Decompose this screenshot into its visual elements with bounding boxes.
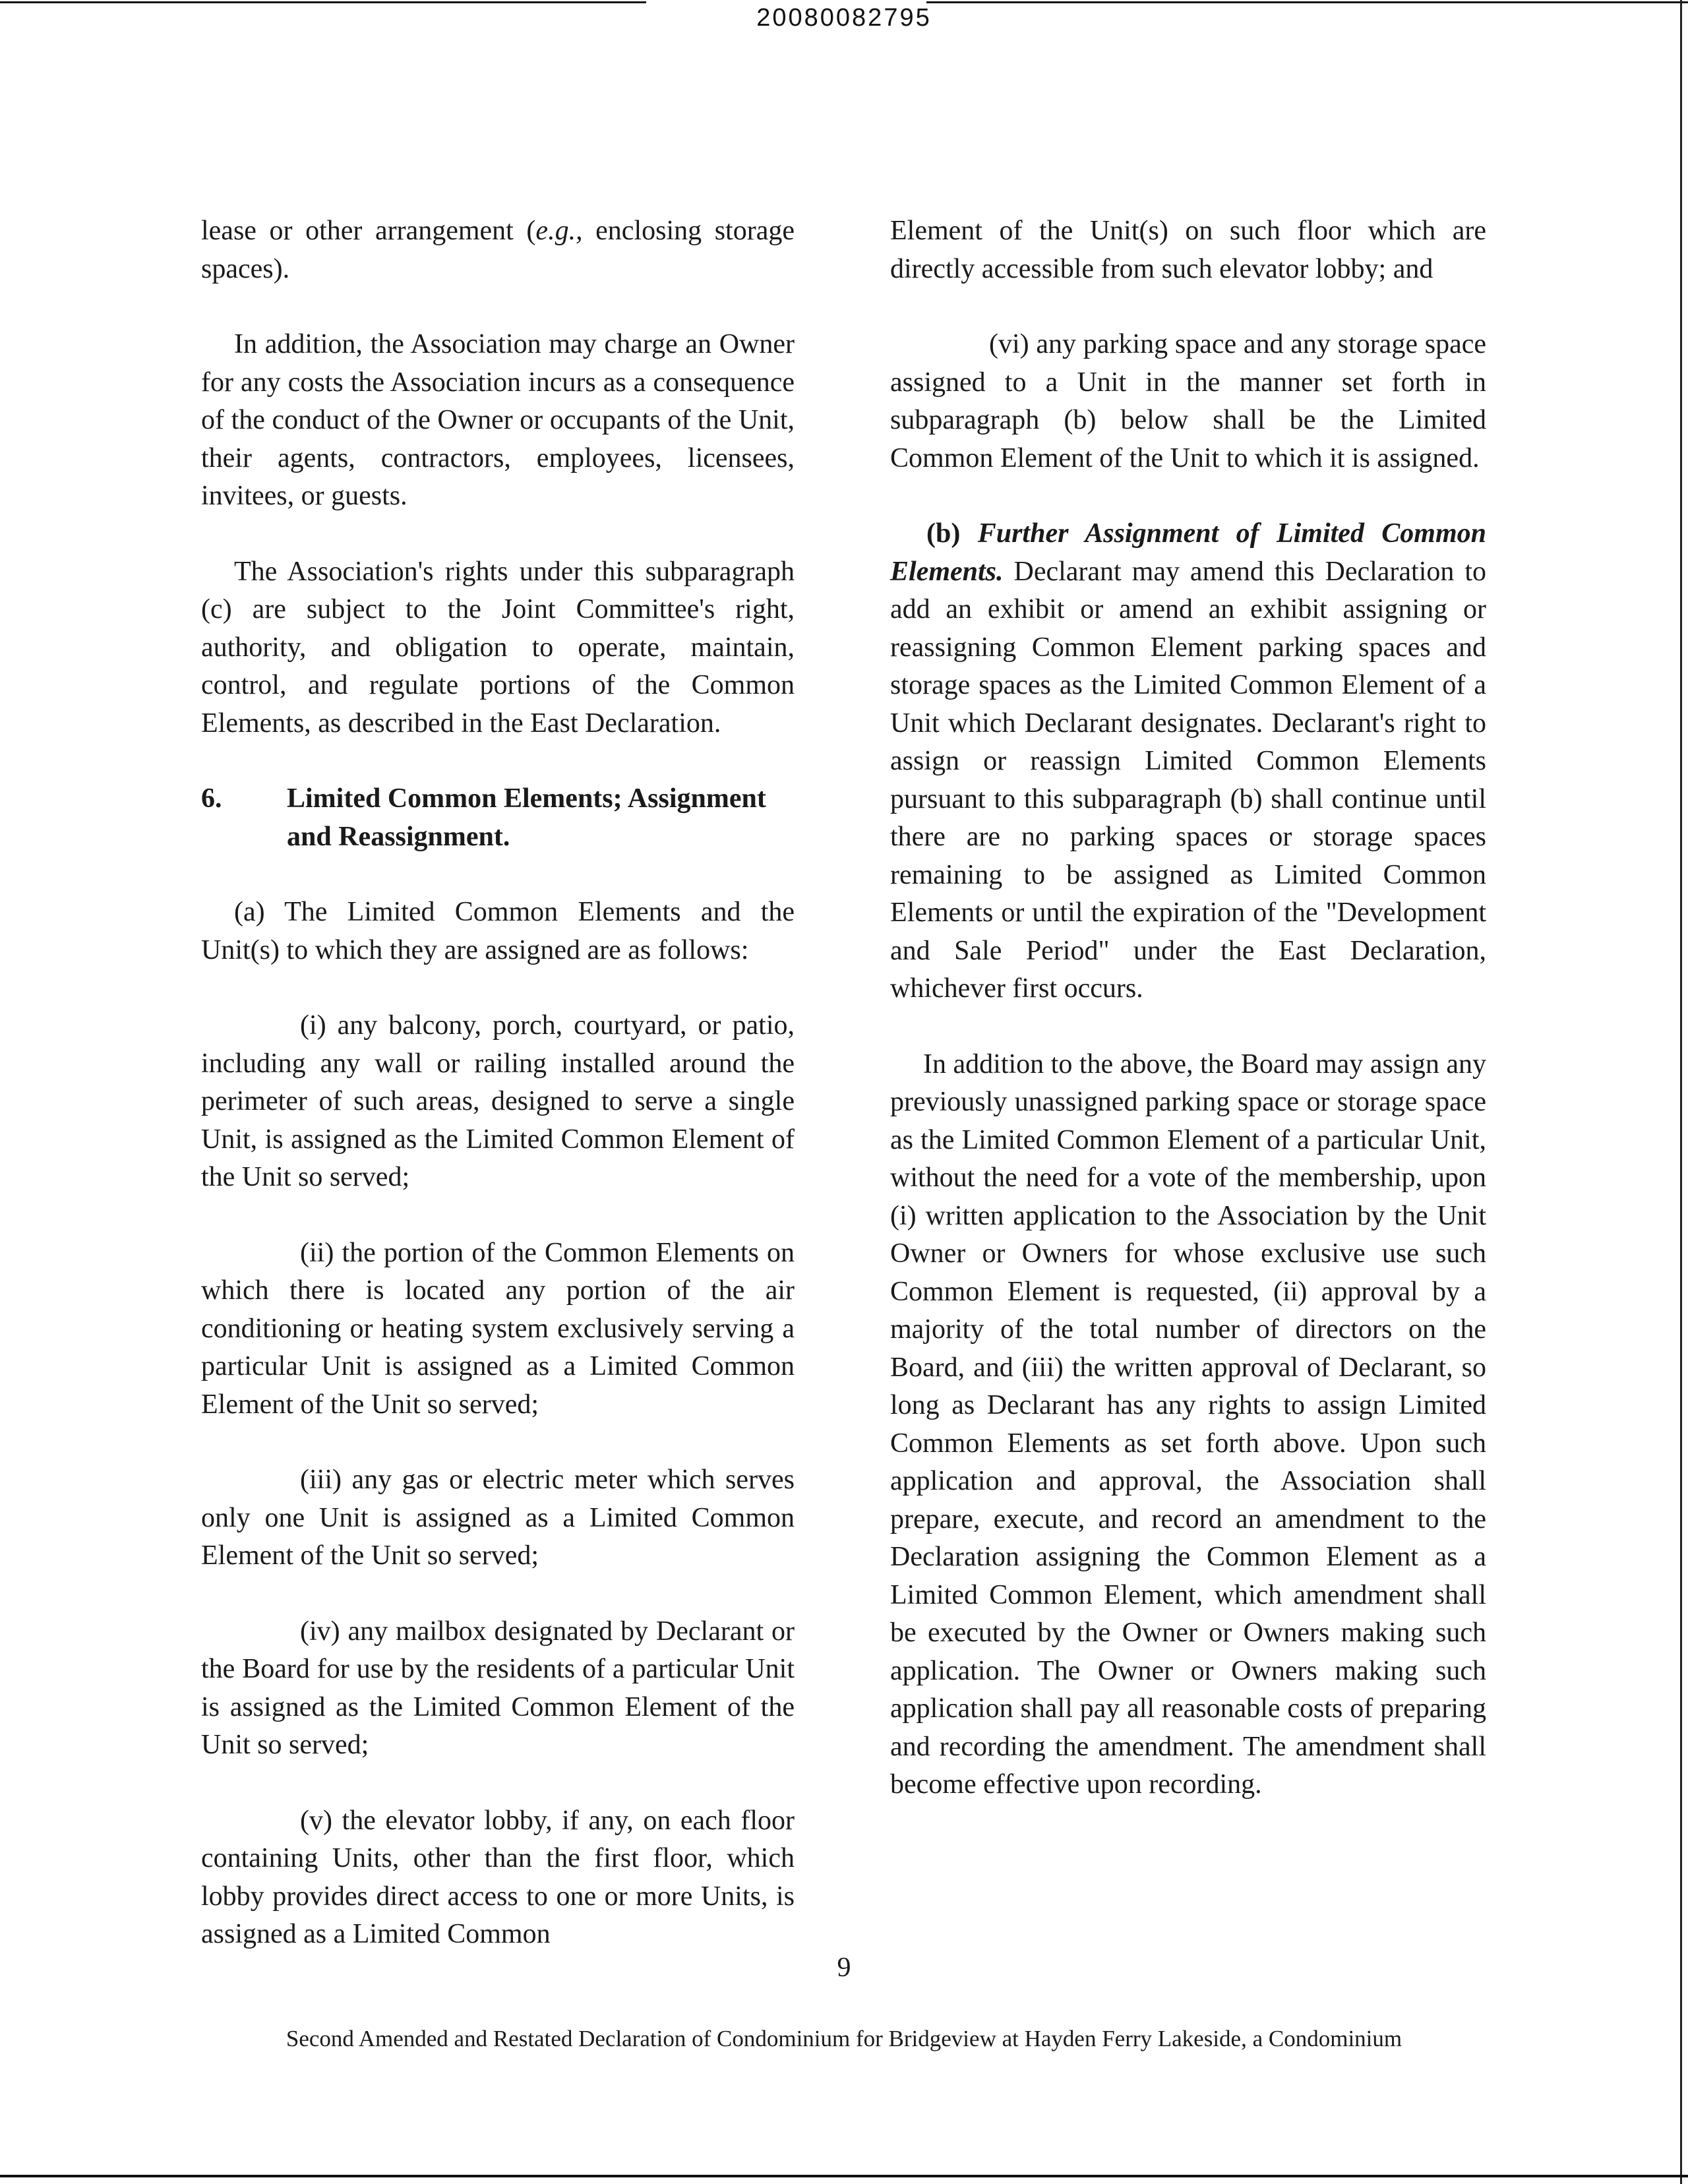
item-iii: (iii) any gas or electric meter which serves only one Unit is assigned as a Limited Common Element of the Unit so served;: [201, 1465, 795, 1571]
page-number: 9: [837, 1953, 851, 1983]
footer-title: Second Amended and Restated Declaration of Condominium for Bridgeview at Hayden Ferry Lakeside, a Condominium: [286, 2026, 1402, 2051]
item-ii: (ii) the portion of the Common Elements on which there is located any portion of the air conditioning or heating system exclusively serving a particular Unit is assigned as a Limited Common Element of the Unit so served;: [201, 1237, 795, 1420]
section-number: 6.: [201, 783, 222, 814]
section-title: Limited Common Elements; Assignment and Reassignment.: [287, 783, 766, 852]
paragraph-board-assign: In addition to the above, the Board may assign any previously unassigned parking space or storage space as the Limited Common Element of a particular Unit, without the need for a vote of the membership, upon (i) written application to the Association by the Unit Owner or Owners for whose exclusive use such Common Element is requested, (ii) approval by a majority of the total number of directors on the Board, and (iii) the written approval of Declarant, so long as Declarant has any rights to assign Limited Common Elements as set forth above. Upon such application and approval, the Association shall prepare, execute, and record an amendment to the Declaration assigning the Common Element as a Limited Common Element, which amendment shall be executed by the Owner or Owners making such application. The Owner or Owners making such application shall pay all reasonable costs of preparing and recording the amendment. The amendment shall become effective upon recording.: [890, 1048, 1486, 1800]
bottom-border: [0, 2175, 1688, 2177]
subsection-b-body: Declarant may amend this Declaration to add an exhibit or amend an exhibit assigning or reassigning Common Element parking spaces and storage spaces as the Limited Common Element of a Unit which Declarant designates. Declarant's right to assign or reassign Limited Common Elements pursuant to this subparagraph (b) shall continue until there are no parking spaces or storage spaces remaining to be assigned as Limited Common Elements or until the expiration of the "Development and Sale Period" under the East Declaration, whichever first occurs.: [890, 556, 1487, 1004]
document-number: 20080082795: [756, 4, 932, 32]
left-column: [201, 212, 795, 1991]
right-page-edge: [1680, 0, 1682, 2184]
top-border-right: [926, 1, 1688, 3]
paragraph-association-rights: The Association's rights under this subparagraph (c) are subject to the Joint Committee's right, authority, and obligation to operate, maintain, control, and regulate portions of the Common Elements, as described in the East Declaration.: [201, 556, 795, 739]
paragraph-lease: lease or other arrangement (e.g., enclosing storage spaces).: [201, 216, 795, 284]
item-v-continued: Element of the Unit(s) on such floor which are directly accessible from such elevator lobby; and: [890, 216, 1486, 284]
paragraph-b: [890, 515, 1486, 1008]
paragraph-owner-costs: In addition, the Association may charge an Owner for any costs the Association incurs as a consequence of the conduct of the Owner or occupants of the Unit, their agents, contractors, employees, licensees, invitees, or guests.: [201, 329, 795, 511]
item-i: (i) any balcony, porch, courtyard, or patio, including any wall or railing installed around the perimeter of such areas, designed to serve a single Unit, is assigned as the Limited Common Element of the Unit so served;: [201, 1010, 795, 1192]
subsection-b-label: (b): [926, 518, 961, 549]
item-iv: (iv) any mailbox designated by Declarant or the Board for use by the residents of a particular Unit is assigned as the Limited Common Element of the Unit so served;: [201, 1616, 795, 1760]
subsection-b-title: Further Assignment of Limited Common Elements.: [890, 518, 1486, 587]
paragraph-a: (a) The Limited Common Elements and the Unit(s) to which they are assigned are as follows:: [201, 897, 795, 965]
top-border-left: [0, 1, 646, 3]
item-v: (v) the elevator lobby, if any, on each floor containing Units, other than the first floor, which lobby provides direct access to one or more Units, is assigned as a Limited Common: [201, 1805, 795, 1949]
item-vi: (vi) any parking space and any storage space assigned to a Unit in the manner set forth in subparagraph (b) below shall be the Limited Common Element of the Unit to which it is assigned.: [890, 329, 1486, 473]
section-heading: [201, 780, 795, 856]
right-column: [890, 212, 1486, 1842]
